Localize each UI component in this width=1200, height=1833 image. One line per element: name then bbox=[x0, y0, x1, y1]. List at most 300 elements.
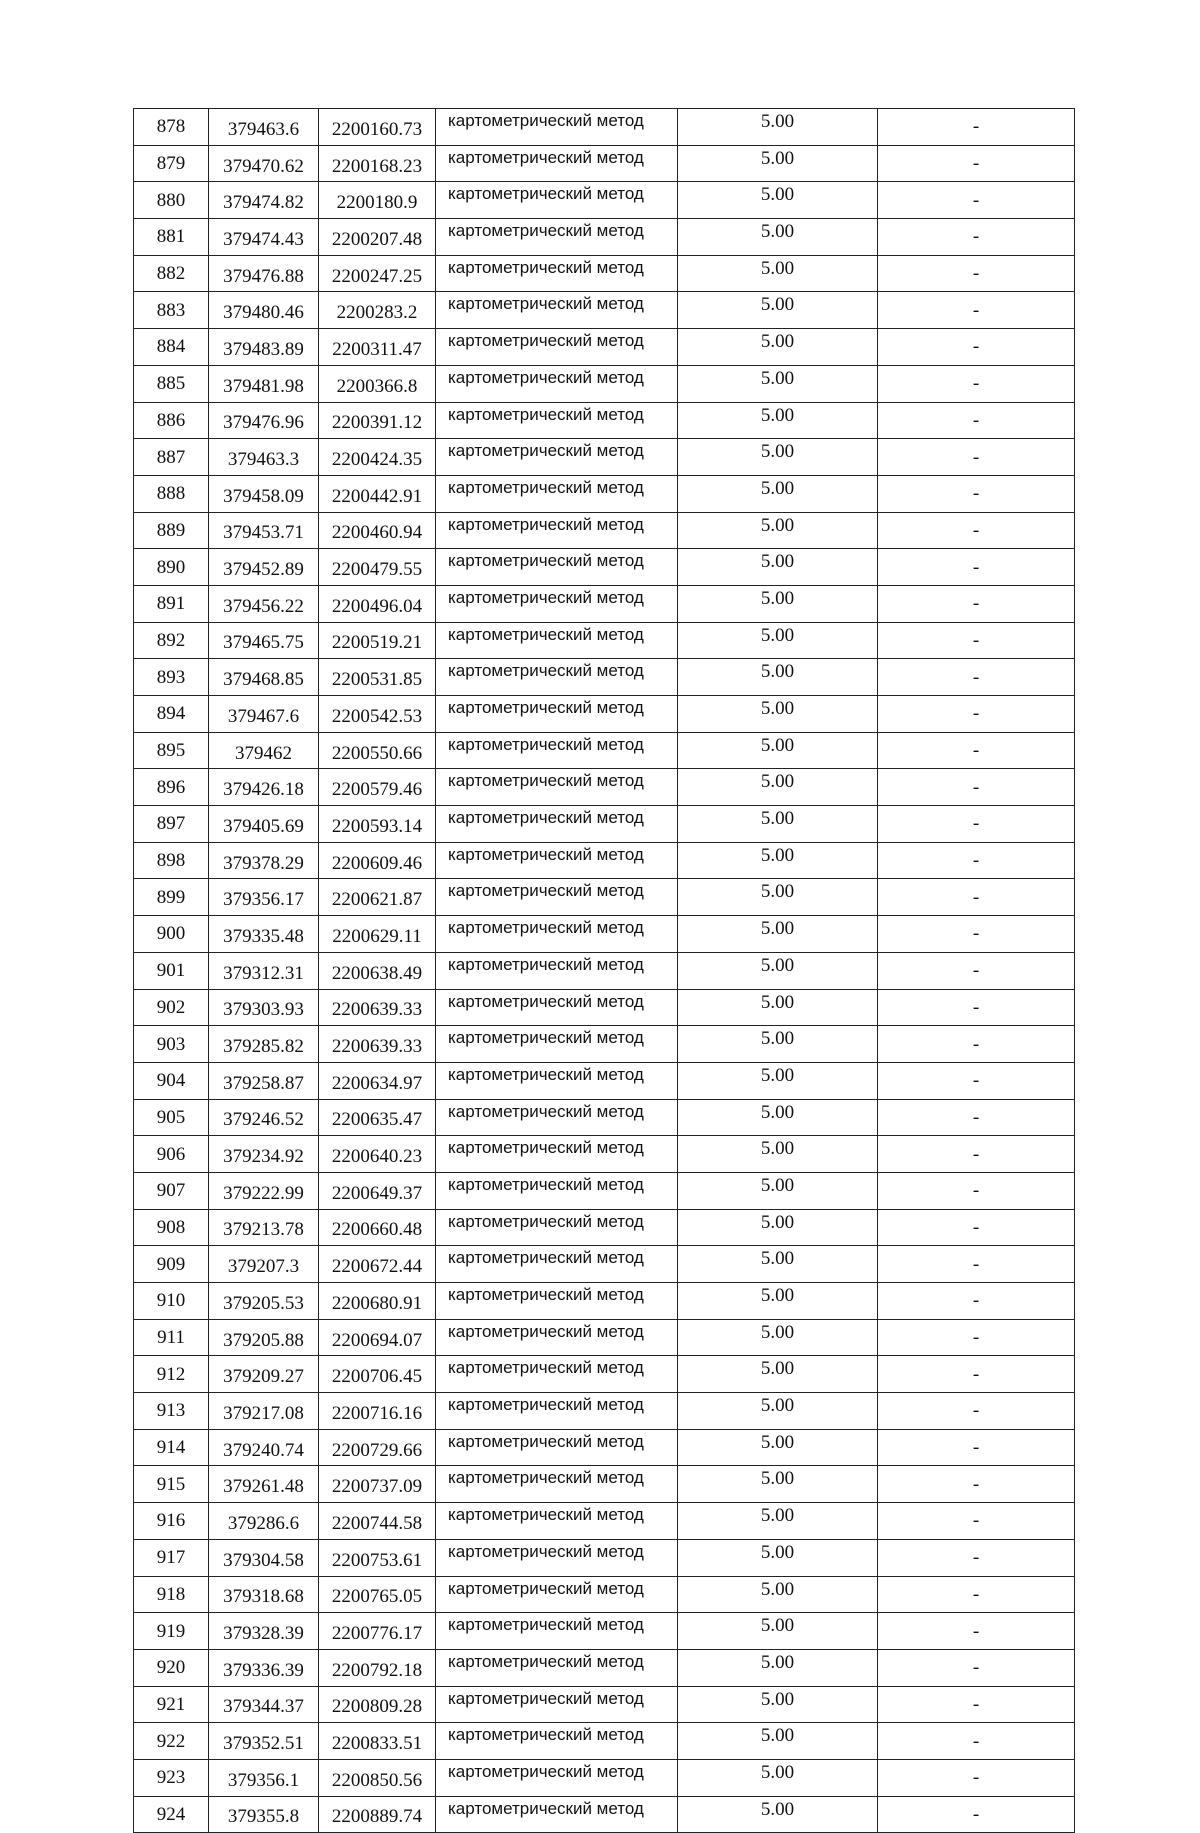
point-number-cell: 897 bbox=[134, 806, 209, 843]
y-coordinate-cell: 2200850.56 bbox=[319, 1759, 436, 1796]
method-cell: картометрический метод bbox=[436, 1099, 678, 1136]
method-cell: картометрический метод bbox=[436, 1686, 678, 1723]
note-cell: - bbox=[878, 1136, 1075, 1173]
coordinates-table-body bbox=[134, 109, 1075, 1833]
table-row bbox=[134, 1246, 1075, 1283]
y-coordinate-cell: 2200729.66 bbox=[319, 1429, 436, 1466]
point-number-cell: 886 bbox=[134, 402, 209, 439]
note-cell: - bbox=[878, 1356, 1075, 1393]
table-row bbox=[134, 989, 1075, 1026]
table-row bbox=[134, 806, 1075, 843]
point-number-cell: 899 bbox=[134, 879, 209, 916]
x-coordinate-cell: 379356.1 bbox=[209, 1759, 319, 1796]
y-coordinate-cell: 2200635.47 bbox=[319, 1099, 436, 1136]
x-coordinate-cell: 379328.39 bbox=[209, 1613, 319, 1650]
precision-cell: 5.00 bbox=[678, 512, 878, 549]
x-coordinate-cell: 379483.89 bbox=[209, 329, 319, 366]
precision-cell: 5.00 bbox=[678, 1099, 878, 1136]
table-row bbox=[134, 255, 1075, 292]
table-row bbox=[134, 219, 1075, 256]
table-row bbox=[134, 769, 1075, 806]
x-coordinate-cell: 379481.98 bbox=[209, 365, 319, 402]
y-coordinate-cell: 2200180.9 bbox=[319, 182, 436, 219]
point-number-cell: 884 bbox=[134, 329, 209, 366]
method-cell: картометрический метод bbox=[436, 109, 678, 146]
note-cell: - bbox=[878, 1759, 1075, 1796]
precision-cell: 5.00 bbox=[678, 1466, 878, 1503]
note-cell: - bbox=[878, 879, 1075, 916]
method-cell: картометрический метод bbox=[436, 182, 678, 219]
method-cell: картометрический метод bbox=[436, 1393, 678, 1430]
table-row bbox=[134, 1686, 1075, 1723]
x-coordinate-cell: 379209.27 bbox=[209, 1356, 319, 1393]
y-coordinate-cell: 2200639.33 bbox=[319, 989, 436, 1026]
x-coordinate-cell: 379426.18 bbox=[209, 769, 319, 806]
method-cell: картометрический метод bbox=[436, 732, 678, 769]
note-cell: - bbox=[878, 402, 1075, 439]
precision-cell: 5.00 bbox=[678, 952, 878, 989]
table-row bbox=[134, 696, 1075, 733]
precision-cell: 5.00 bbox=[678, 1319, 878, 1356]
precision-cell: 5.00 bbox=[678, 769, 878, 806]
x-coordinate-cell: 379207.3 bbox=[209, 1246, 319, 1283]
x-coordinate-cell: 379453.71 bbox=[209, 512, 319, 549]
note-cell: - bbox=[878, 1613, 1075, 1650]
method-cell: картометрический метод bbox=[436, 1576, 678, 1613]
note-cell: - bbox=[878, 842, 1075, 879]
y-coordinate-cell: 2200579.46 bbox=[319, 769, 436, 806]
table-row bbox=[134, 1136, 1075, 1173]
table-row bbox=[134, 145, 1075, 182]
table-row bbox=[134, 292, 1075, 329]
table-row bbox=[134, 1649, 1075, 1686]
x-coordinate-cell: 379463.3 bbox=[209, 439, 319, 476]
point-number-cell: 889 bbox=[134, 512, 209, 549]
table-row bbox=[134, 1283, 1075, 1320]
y-coordinate-cell: 2200792.18 bbox=[319, 1649, 436, 1686]
table-row bbox=[134, 1759, 1075, 1796]
note-cell: - bbox=[878, 1209, 1075, 1246]
note-cell: - bbox=[878, 365, 1075, 402]
precision-cell: 5.00 bbox=[678, 1209, 878, 1246]
y-coordinate-cell: 2200753.61 bbox=[319, 1539, 436, 1576]
point-number-cell: 898 bbox=[134, 842, 209, 879]
method-cell: картометрический метод bbox=[436, 1503, 678, 1540]
y-coordinate-cell: 2200640.23 bbox=[319, 1136, 436, 1173]
precision-cell: 5.00 bbox=[678, 1539, 878, 1576]
y-coordinate-cell: 2200776.17 bbox=[319, 1613, 436, 1650]
x-coordinate-cell: 379474.43 bbox=[209, 219, 319, 256]
precision-cell: 5.00 bbox=[678, 1062, 878, 1099]
method-cell: картометрический метод bbox=[436, 806, 678, 843]
method-cell: картометрический метод bbox=[436, 1172, 678, 1209]
point-number-cell: 920 bbox=[134, 1649, 209, 1686]
y-coordinate-cell: 2200366.8 bbox=[319, 365, 436, 402]
table-row bbox=[134, 585, 1075, 622]
table-row bbox=[134, 512, 1075, 549]
note-cell: - bbox=[878, 255, 1075, 292]
note-cell: - bbox=[878, 1283, 1075, 1320]
coordinates-table bbox=[133, 108, 1075, 1833]
point-number-cell: 923 bbox=[134, 1759, 209, 1796]
note-cell: - bbox=[878, 145, 1075, 182]
method-cell: картометрический метод bbox=[436, 402, 678, 439]
method-cell: картометрический метод bbox=[436, 439, 678, 476]
y-coordinate-cell: 2200706.45 bbox=[319, 1356, 436, 1393]
y-coordinate-cell: 2200609.46 bbox=[319, 842, 436, 879]
point-number-cell: 878 bbox=[134, 109, 209, 146]
point-number-cell: 891 bbox=[134, 585, 209, 622]
table-row bbox=[134, 1172, 1075, 1209]
x-coordinate-cell: 379458.09 bbox=[209, 475, 319, 512]
precision-cell: 5.00 bbox=[678, 1026, 878, 1063]
point-number-cell: 904 bbox=[134, 1062, 209, 1099]
point-number-cell: 905 bbox=[134, 1099, 209, 1136]
x-coordinate-cell: 379344.37 bbox=[209, 1686, 319, 1723]
y-coordinate-cell: 2200160.73 bbox=[319, 109, 436, 146]
method-cell: картометрический метод bbox=[436, 696, 678, 733]
table-row bbox=[134, 1503, 1075, 1540]
precision-cell: 5.00 bbox=[678, 696, 878, 733]
note-cell: - bbox=[878, 916, 1075, 953]
table-row bbox=[134, 402, 1075, 439]
x-coordinate-cell: 379286.6 bbox=[209, 1503, 319, 1540]
precision-cell: 5.00 bbox=[678, 1759, 878, 1796]
precision-cell: 5.00 bbox=[678, 622, 878, 659]
method-cell: картометрический метод bbox=[436, 1356, 678, 1393]
point-number-cell: 893 bbox=[134, 659, 209, 696]
y-coordinate-cell: 2200809.28 bbox=[319, 1686, 436, 1723]
precision-cell: 5.00 bbox=[678, 219, 878, 256]
point-number-cell: 924 bbox=[134, 1796, 209, 1833]
note-cell: - bbox=[878, 1429, 1075, 1466]
x-coordinate-cell: 379213.78 bbox=[209, 1209, 319, 1246]
y-coordinate-cell: 2200744.58 bbox=[319, 1503, 436, 1540]
point-number-cell: 916 bbox=[134, 1503, 209, 1540]
table-row bbox=[134, 1393, 1075, 1430]
precision-cell: 5.00 bbox=[678, 365, 878, 402]
method-cell: картометрический метод bbox=[436, 1613, 678, 1650]
method-cell: картометрический метод bbox=[436, 1759, 678, 1796]
precision-cell: 5.00 bbox=[678, 475, 878, 512]
note-cell: - bbox=[878, 732, 1075, 769]
point-number-cell: 890 bbox=[134, 549, 209, 586]
x-coordinate-cell: 379240.74 bbox=[209, 1429, 319, 1466]
point-number-cell: 912 bbox=[134, 1356, 209, 1393]
table-row bbox=[134, 1466, 1075, 1503]
table-row bbox=[134, 842, 1075, 879]
method-cell: картометрический метод bbox=[436, 549, 678, 586]
y-coordinate-cell: 2200519.21 bbox=[319, 622, 436, 659]
method-cell: картометрический метод bbox=[436, 1796, 678, 1833]
table-row bbox=[134, 1429, 1075, 1466]
precision-cell: 5.00 bbox=[678, 1723, 878, 1760]
method-cell: картометрический метод bbox=[436, 879, 678, 916]
point-number-cell: 896 bbox=[134, 769, 209, 806]
precision-cell: 5.00 bbox=[678, 145, 878, 182]
method-cell: картометрический метод bbox=[436, 585, 678, 622]
point-number-cell: 883 bbox=[134, 292, 209, 329]
method-cell: картометрический метод bbox=[436, 1429, 678, 1466]
point-number-cell: 903 bbox=[134, 1026, 209, 1063]
precision-cell: 5.00 bbox=[678, 879, 878, 916]
method-cell: картометрический метод bbox=[436, 1723, 678, 1760]
table-row bbox=[134, 1796, 1075, 1833]
table-row bbox=[134, 732, 1075, 769]
point-number-cell: 918 bbox=[134, 1576, 209, 1613]
point-number-cell: 881 bbox=[134, 219, 209, 256]
precision-cell: 5.00 bbox=[678, 989, 878, 1026]
precision-cell: 5.00 bbox=[678, 732, 878, 769]
y-coordinate-cell: 2200889.74 bbox=[319, 1796, 436, 1833]
precision-cell: 5.00 bbox=[678, 659, 878, 696]
x-coordinate-cell: 379217.08 bbox=[209, 1393, 319, 1430]
x-coordinate-cell: 379470.62 bbox=[209, 145, 319, 182]
y-coordinate-cell: 2200531.85 bbox=[319, 659, 436, 696]
note-cell: - bbox=[878, 1723, 1075, 1760]
precision-cell: 5.00 bbox=[678, 1796, 878, 1833]
x-coordinate-cell: 379355.8 bbox=[209, 1796, 319, 1833]
x-coordinate-cell: 379452.89 bbox=[209, 549, 319, 586]
note-cell: - bbox=[878, 1466, 1075, 1503]
x-coordinate-cell: 379258.87 bbox=[209, 1062, 319, 1099]
y-coordinate-cell: 2200593.14 bbox=[319, 806, 436, 843]
point-number-cell: 885 bbox=[134, 365, 209, 402]
point-number-cell: 915 bbox=[134, 1466, 209, 1503]
note-cell: - bbox=[878, 806, 1075, 843]
point-number-cell: 882 bbox=[134, 255, 209, 292]
note-cell: - bbox=[878, 292, 1075, 329]
note-cell: - bbox=[878, 1172, 1075, 1209]
point-number-cell: 919 bbox=[134, 1613, 209, 1650]
note-cell: - bbox=[878, 585, 1075, 622]
y-coordinate-cell: 2200424.35 bbox=[319, 439, 436, 476]
x-coordinate-cell: 379303.93 bbox=[209, 989, 319, 1026]
point-number-cell: 909 bbox=[134, 1246, 209, 1283]
method-cell: картометрический метод bbox=[436, 842, 678, 879]
note-cell: - bbox=[878, 1686, 1075, 1723]
point-number-cell: 879 bbox=[134, 145, 209, 182]
note-cell: - bbox=[878, 1099, 1075, 1136]
note-cell: - bbox=[878, 329, 1075, 366]
x-coordinate-cell: 379261.48 bbox=[209, 1466, 319, 1503]
x-coordinate-cell: 379246.52 bbox=[209, 1099, 319, 1136]
precision-cell: 5.00 bbox=[678, 916, 878, 953]
table-row bbox=[134, 1062, 1075, 1099]
y-coordinate-cell: 2200716.16 bbox=[319, 1393, 436, 1430]
method-cell: картометрический метод bbox=[436, 1209, 678, 1246]
method-cell: картометрический метод bbox=[436, 1136, 678, 1173]
table-row bbox=[134, 329, 1075, 366]
method-cell: картометрический метод bbox=[436, 659, 678, 696]
precision-cell: 5.00 bbox=[678, 549, 878, 586]
method-cell: картометрический метод bbox=[436, 1283, 678, 1320]
x-coordinate-cell: 379205.53 bbox=[209, 1283, 319, 1320]
y-coordinate-cell: 2200550.66 bbox=[319, 732, 436, 769]
note-cell: - bbox=[878, 696, 1075, 733]
method-cell: картометрический метод bbox=[436, 1062, 678, 1099]
table-row bbox=[134, 439, 1075, 476]
method-cell: картометрический метод bbox=[436, 145, 678, 182]
note-cell: - bbox=[878, 1796, 1075, 1833]
x-coordinate-cell: 379318.68 bbox=[209, 1576, 319, 1613]
point-number-cell: 921 bbox=[134, 1686, 209, 1723]
y-coordinate-cell: 2200311.47 bbox=[319, 329, 436, 366]
table-row bbox=[134, 879, 1075, 916]
x-coordinate-cell: 379356.17 bbox=[209, 879, 319, 916]
point-number-cell: 887 bbox=[134, 439, 209, 476]
note-cell: - bbox=[878, 659, 1075, 696]
note-cell: - bbox=[878, 439, 1075, 476]
x-coordinate-cell: 379336.39 bbox=[209, 1649, 319, 1686]
y-coordinate-cell: 2200542.53 bbox=[319, 696, 436, 733]
method-cell: картометрический метод bbox=[436, 1539, 678, 1576]
table-row bbox=[134, 622, 1075, 659]
point-number-cell: 911 bbox=[134, 1319, 209, 1356]
precision-cell: 5.00 bbox=[678, 439, 878, 476]
note-cell: - bbox=[878, 1539, 1075, 1576]
x-coordinate-cell: 379234.92 bbox=[209, 1136, 319, 1173]
method-cell: картометрический метод bbox=[436, 365, 678, 402]
y-coordinate-cell: 2200442.91 bbox=[319, 475, 436, 512]
note-cell: - bbox=[878, 1062, 1075, 1099]
method-cell: картометрический метод bbox=[436, 622, 678, 659]
table-row bbox=[134, 549, 1075, 586]
note-cell: - bbox=[878, 952, 1075, 989]
precision-cell: 5.00 bbox=[678, 1246, 878, 1283]
point-number-cell: 908 bbox=[134, 1209, 209, 1246]
table-row bbox=[134, 952, 1075, 989]
y-coordinate-cell: 2200496.04 bbox=[319, 585, 436, 622]
method-cell: картометрический метод bbox=[436, 329, 678, 366]
y-coordinate-cell: 2200391.12 bbox=[319, 402, 436, 439]
x-coordinate-cell: 379468.85 bbox=[209, 659, 319, 696]
y-coordinate-cell: 2200694.07 bbox=[319, 1319, 436, 1356]
note-cell: - bbox=[878, 1576, 1075, 1613]
precision-cell: 5.00 bbox=[678, 402, 878, 439]
note-cell: - bbox=[878, 549, 1075, 586]
point-number-cell: 880 bbox=[134, 182, 209, 219]
y-coordinate-cell: 2200479.55 bbox=[319, 549, 436, 586]
method-cell: картометрический метод bbox=[436, 1026, 678, 1063]
note-cell: - bbox=[878, 1026, 1075, 1063]
precision-cell: 5.00 bbox=[678, 1576, 878, 1613]
x-coordinate-cell: 379312.31 bbox=[209, 952, 319, 989]
y-coordinate-cell: 2200634.97 bbox=[319, 1062, 436, 1099]
y-coordinate-cell: 2200649.37 bbox=[319, 1172, 436, 1209]
note-cell: - bbox=[878, 622, 1075, 659]
x-coordinate-cell: 379474.82 bbox=[209, 182, 319, 219]
method-cell: картометрический метод bbox=[436, 1319, 678, 1356]
note-cell: - bbox=[878, 109, 1075, 146]
table-row bbox=[134, 182, 1075, 219]
precision-cell: 5.00 bbox=[678, 1283, 878, 1320]
method-cell: картометрический метод bbox=[436, 475, 678, 512]
x-coordinate-cell: 379285.82 bbox=[209, 1026, 319, 1063]
x-coordinate-cell: 379480.46 bbox=[209, 292, 319, 329]
method-cell: картометрический метод bbox=[436, 512, 678, 549]
y-coordinate-cell: 2200247.25 bbox=[319, 255, 436, 292]
table-row bbox=[134, 1356, 1075, 1393]
x-coordinate-cell: 379205.88 bbox=[209, 1319, 319, 1356]
precision-cell: 5.00 bbox=[678, 329, 878, 366]
point-number-cell: 906 bbox=[134, 1136, 209, 1173]
table-row bbox=[134, 1576, 1075, 1613]
table-row bbox=[134, 1026, 1075, 1063]
note-cell: - bbox=[878, 769, 1075, 806]
note-cell: - bbox=[878, 1319, 1075, 1356]
point-number-cell: 913 bbox=[134, 1393, 209, 1430]
precision-cell: 5.00 bbox=[678, 842, 878, 879]
note-cell: - bbox=[878, 182, 1075, 219]
precision-cell: 5.00 bbox=[678, 255, 878, 292]
y-coordinate-cell: 2200283.2 bbox=[319, 292, 436, 329]
x-coordinate-cell: 379463.6 bbox=[209, 109, 319, 146]
x-coordinate-cell: 379476.96 bbox=[209, 402, 319, 439]
y-coordinate-cell: 2200629.11 bbox=[319, 916, 436, 953]
y-coordinate-cell: 2200737.09 bbox=[319, 1466, 436, 1503]
point-number-cell: 917 bbox=[134, 1539, 209, 1576]
method-cell: картометрический метод bbox=[436, 219, 678, 256]
method-cell: картометрический метод bbox=[436, 255, 678, 292]
method-cell: картометрический метод bbox=[436, 1649, 678, 1686]
y-coordinate-cell: 2200638.49 bbox=[319, 952, 436, 989]
method-cell: картометрический метод bbox=[436, 1246, 678, 1283]
precision-cell: 5.00 bbox=[678, 585, 878, 622]
precision-cell: 5.00 bbox=[678, 1613, 878, 1650]
table-row bbox=[134, 109, 1075, 146]
precision-cell: 5.00 bbox=[678, 1356, 878, 1393]
table-row bbox=[134, 1319, 1075, 1356]
y-coordinate-cell: 2200680.91 bbox=[319, 1283, 436, 1320]
table-row bbox=[134, 365, 1075, 402]
table-row bbox=[134, 1099, 1075, 1136]
x-coordinate-cell: 379456.22 bbox=[209, 585, 319, 622]
precision-cell: 5.00 bbox=[678, 806, 878, 843]
point-number-cell: 888 bbox=[134, 475, 209, 512]
x-coordinate-cell: 379476.88 bbox=[209, 255, 319, 292]
point-number-cell: 901 bbox=[134, 952, 209, 989]
method-cell: картометрический метод bbox=[436, 1466, 678, 1503]
point-number-cell: 922 bbox=[134, 1723, 209, 1760]
point-number-cell: 892 bbox=[134, 622, 209, 659]
table-row bbox=[134, 1723, 1075, 1760]
point-number-cell: 902 bbox=[134, 989, 209, 1026]
table-row bbox=[134, 1539, 1075, 1576]
note-cell: - bbox=[878, 1649, 1075, 1686]
precision-cell: 5.00 bbox=[678, 292, 878, 329]
x-coordinate-cell: 379304.58 bbox=[209, 1539, 319, 1576]
precision-cell: 5.00 bbox=[678, 1686, 878, 1723]
method-cell: картометрический метод bbox=[436, 916, 678, 953]
point-number-cell: 910 bbox=[134, 1283, 209, 1320]
y-coordinate-cell: 2200460.94 bbox=[319, 512, 436, 549]
note-cell: - bbox=[878, 989, 1075, 1026]
y-coordinate-cell: 2200672.44 bbox=[319, 1246, 436, 1283]
table-row bbox=[134, 659, 1075, 696]
precision-cell: 5.00 bbox=[678, 1649, 878, 1686]
note-cell: - bbox=[878, 512, 1075, 549]
table-row bbox=[134, 1209, 1075, 1246]
y-coordinate-cell: 2200639.33 bbox=[319, 1026, 436, 1063]
precision-cell: 5.00 bbox=[678, 109, 878, 146]
method-cell: картометрический метод bbox=[436, 989, 678, 1026]
note-cell: - bbox=[878, 1246, 1075, 1283]
table-row bbox=[134, 1613, 1075, 1650]
y-coordinate-cell: 2200660.48 bbox=[319, 1209, 436, 1246]
point-number-cell: 907 bbox=[134, 1172, 209, 1209]
y-coordinate-cell: 2200207.48 bbox=[319, 219, 436, 256]
